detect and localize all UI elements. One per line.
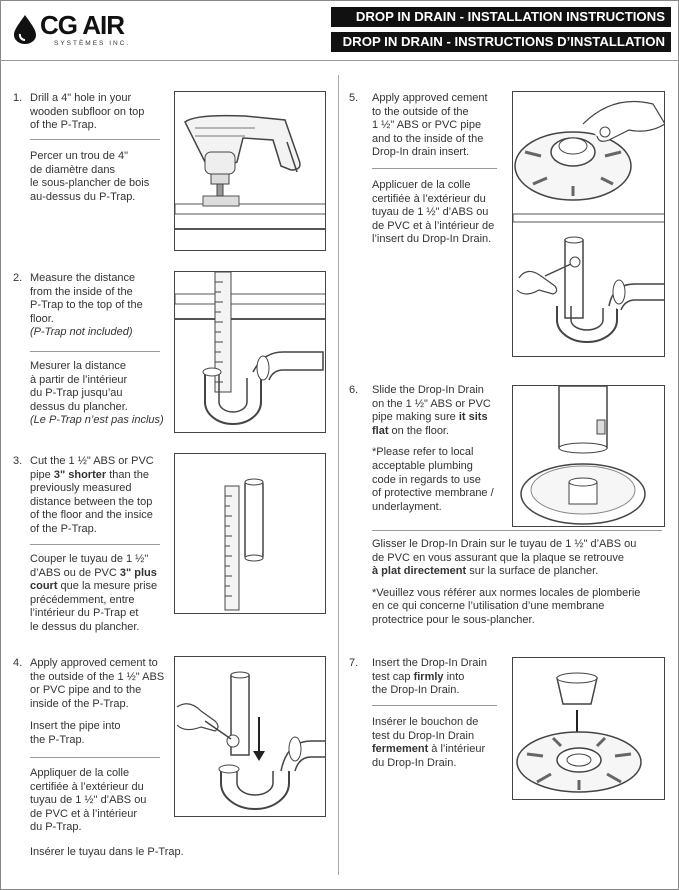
text-line: the Drop-In Drain. <box>372 684 460 697</box>
title-english: DROP IN DRAIN - INSTALLATION INSTRUCTIONS <box>331 7 671 27</box>
text-line: certifiée à l’extérieur du <box>372 192 486 205</box>
text-span: sur la surface de plancher. <box>466 565 599 578</box>
text-line: tuyau de 1 ½" d’ABS ou <box>30 794 147 807</box>
text-line: de PVC en vous assurant que la plaque se retrouve <box>372 551 624 564</box>
step-6-french <box>372 538 672 628</box>
text-line: de PVC et à l’intérieur de <box>372 219 495 232</box>
text-line: of the P-Trap. <box>30 119 97 132</box>
text-line: or PVC pipe and to the <box>30 684 142 697</box>
text-line <box>372 411 512 425</box>
step-number: 7. <box>349 657 359 669</box>
text-line: distance between the top <box>30 495 153 508</box>
step-7-english <box>372 657 512 698</box>
tape-measure-illustration <box>174 271 326 433</box>
step-number: 1. <box>13 92 23 104</box>
text-line <box>372 671 512 685</box>
text-line: certifiée à l’extérieur du <box>30 780 144 793</box>
text-line: Insert the pipe into <box>30 720 121 733</box>
text-line <box>372 743 512 757</box>
step-3-french <box>30 553 175 635</box>
text-line: P-Trap to the top of the <box>30 299 143 312</box>
text-line: Glisser le Drop-In Drain sur le tuyau de 1 ½" d’ABS ou <box>372 538 637 550</box>
emphasis: it sits <box>458 411 488 424</box>
step-5-french <box>372 179 512 247</box>
step-6-english <box>372 384 512 514</box>
separator <box>30 544 160 545</box>
text-line: Mesurer la distance <box>30 360 126 372</box>
text-line: previously measured <box>30 482 132 495</box>
test-cap-illustration <box>512 657 665 800</box>
step-number: 5. <box>349 92 359 104</box>
text-line: to the outside of the <box>372 105 469 118</box>
text-line: on the 1 ½" ABS or PVC <box>372 397 491 410</box>
text-line: de PVC et à l’intérieur <box>30 807 137 820</box>
text-line: and to the inside of the <box>372 132 484 145</box>
drill-illustration <box>174 91 326 251</box>
text-line: à partir de l’intérieur <box>30 373 128 386</box>
text-line: *Please refer to local <box>372 446 474 459</box>
text-line: l’insert du Drop-In Drain. <box>372 233 492 246</box>
text-line: 1 ½" ABS or PVC pipe <box>372 119 482 132</box>
step-4-english <box>30 657 175 748</box>
text-line: floor. <box>30 312 54 325</box>
text-span: on the floor. <box>388 424 450 437</box>
text-note: (P-Trap not included) <box>30 326 133 339</box>
text-line: Apply approved cement <box>372 92 488 104</box>
text-line: Insérer le bouchon de <box>372 716 479 728</box>
text-span: into <box>443 670 465 683</box>
title-french: DROP IN DRAIN - INSTRUCTIONS D’INSTALLATION <box>331 32 671 52</box>
emphasis: firmly <box>413 670 444 683</box>
emphasis: 3" plus <box>119 566 157 579</box>
text-line: code in regards to use <box>372 473 481 486</box>
text-line: du P-Trap jusqu’au <box>30 387 123 400</box>
hand-cement-illustration <box>174 656 326 817</box>
text-note: (Le P-Trap n’est pas inclus) <box>30 414 164 427</box>
text-line: of the floor and the insice <box>30 509 153 522</box>
step-2-english <box>30 272 172 340</box>
step-4-french-insert: Insérer le tuyau dans le P-Trap. <box>30 846 184 858</box>
emphasis: à plat directement <box>372 565 467 578</box>
text-line: Applicuer de la colle <box>372 179 471 191</box>
text-line <box>30 567 175 581</box>
emphasis: court <box>30 580 58 593</box>
text-span: test cap <box>372 670 414 683</box>
step-number: 6. <box>349 384 359 396</box>
text-span: que la mesure prise <box>57 580 158 593</box>
text-line: Appliquer de la colle <box>30 767 130 779</box>
text-line: Couper le tuyau de 1 ½" <box>30 553 149 565</box>
header-divider <box>0 60 679 61</box>
step-1-french <box>30 150 170 204</box>
text-line: Slide the Drop-In Drain <box>372 384 484 396</box>
header <box>0 0 679 60</box>
separator <box>372 530 662 531</box>
text-line <box>30 469 175 483</box>
text-line: test du Drop-In Drain <box>372 729 475 742</box>
text-line: inside of the P-Trap. <box>30 697 129 710</box>
text-line: le sous-plancher de bois <box>30 177 150 190</box>
text-line: the P-Trap. <box>30 733 85 746</box>
pipe-illustration <box>174 453 326 614</box>
text-span: à l’intérieur <box>428 743 486 756</box>
brand-subtitle: SYSTÈMES INC. <box>54 40 131 47</box>
step-4-french <box>30 767 175 835</box>
text-line: tuyau de 1 ½" d’ABS ou <box>372 206 489 219</box>
text-line: du P-Trap. <box>30 821 82 834</box>
text-line: au-dessus du P-Trap. <box>30 190 136 203</box>
step-7-french <box>372 716 512 770</box>
text-line: of the P-Trap. <box>30 522 97 535</box>
brand-logo <box>12 8 142 54</box>
text-line: Insert the Drop-In Drain <box>372 657 487 669</box>
step-5-english <box>372 92 512 160</box>
text-line: Apply approved cement to <box>30 657 158 669</box>
text-line: the outside of the 1 ½" ABS <box>30 670 165 683</box>
separator <box>372 168 497 169</box>
text-line: de diamètre dans <box>30 163 115 176</box>
text-line: underlayment. <box>372 500 442 513</box>
separator <box>30 757 160 758</box>
text-line: acceptable plumbing <box>372 459 473 472</box>
text-line: le dessus du plancher. <box>30 620 140 633</box>
text-line: l’intérieur du P-Trap et <box>30 607 139 620</box>
step-number: 3. <box>13 455 23 467</box>
emphasis: fermement <box>372 743 429 756</box>
separator <box>372 705 497 706</box>
separator <box>30 351 160 352</box>
step-1-english <box>30 92 170 133</box>
text-line <box>30 580 175 594</box>
text-span: pipe <box>30 468 54 481</box>
text-line <box>372 565 672 579</box>
text-line <box>372 425 512 439</box>
text-span: d’ABS ou de PVC <box>30 566 120 579</box>
emphasis: 3" shorter <box>53 468 107 481</box>
step-3-english <box>30 455 175 537</box>
text-line: Drill a 4" hole in your <box>30 92 132 104</box>
text-line: wooden subfloor on top <box>30 105 145 118</box>
text-line: Drop-In drain insert. <box>372 146 470 159</box>
column-divider <box>338 75 339 875</box>
text-line: protectrice pour le sous-plancher. <box>372 613 535 626</box>
text-line: *Veuillez vous référer aux normes locales de plomberie <box>372 586 641 599</box>
text-line: du Drop-In Drain. <box>372 756 457 769</box>
step-number: 4. <box>13 657 23 669</box>
text-line: en ce qui concerne l’utilisation d’une membrane <box>372 600 605 613</box>
text-line: dessus du plancher. <box>30 400 128 413</box>
text-line: Percer un trou de 4" <box>30 150 129 162</box>
brand-name: CG AIR <box>40 10 125 40</box>
drain-insert-illustration <box>512 91 665 357</box>
text-span: than the <box>106 468 149 481</box>
emphasis: flat <box>372 424 389 437</box>
drain-floor-illustration <box>512 385 665 527</box>
step-2-french <box>30 360 175 428</box>
text-line: précédemment, entre <box>30 593 135 606</box>
step-number: 2. <box>13 272 23 284</box>
text-line: Measure the distance <box>30 272 136 284</box>
separator <box>30 139 160 140</box>
text-span: pipe making sure <box>372 411 459 424</box>
water-drop-icon <box>12 14 38 44</box>
text-line: from the inside of the <box>30 285 133 298</box>
text-line: Cut the 1 ½" ABS or PVC <box>30 455 154 467</box>
text-line: of protective membrane / <box>372 487 494 500</box>
